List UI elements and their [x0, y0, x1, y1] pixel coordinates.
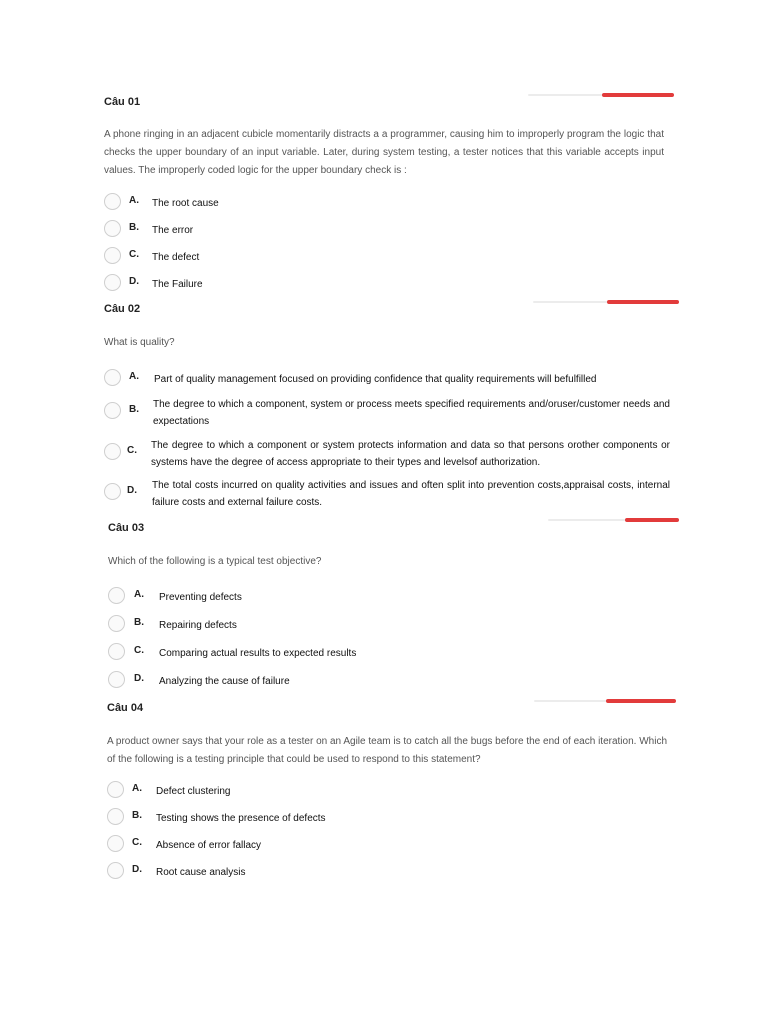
option-letter: B.	[134, 617, 144, 628]
radio-button[interactable]	[104, 443, 121, 460]
option-d[interactable]	[104, 274, 664, 294]
option-letter: A.	[134, 589, 144, 600]
question-progress-bar	[548, 518, 679, 522]
option-c[interactable]	[104, 440, 670, 468]
question-title: Câu 01	[104, 96, 141, 108]
option-letter: D.	[134, 673, 144, 684]
radio-button[interactable]	[107, 808, 124, 825]
option-letter: C.	[129, 249, 139, 260]
option-text: The degree to which a component, system or process meets specified requirements and/oruser/customer needs and expectations	[153, 399, 670, 427]
option-a[interactable]	[107, 781, 667, 801]
option-a[interactable]	[104, 369, 670, 389]
radio-button[interactable]	[108, 643, 125, 660]
option-a[interactable]	[108, 587, 668, 607]
option-letter: C.	[127, 445, 137, 456]
option-text: Repairing defects	[159, 620, 237, 631]
question-text: Which of the following is a typical test objective?	[108, 556, 322, 567]
option-text: The total costs incurred on quality activities and issues and often split into prevention costs,appraisal costs, internal failure costs and external failure costs.	[152, 480, 670, 508]
radio-button[interactable]	[107, 862, 124, 879]
option-a[interactable]	[104, 193, 664, 213]
radio-button[interactable]	[104, 402, 121, 419]
option-letter: D.	[132, 864, 142, 875]
option-text: The Failure	[152, 279, 203, 290]
question-title: Câu 04	[107, 702, 144, 714]
radio-button[interactable]	[104, 483, 121, 500]
radio-button[interactable]	[108, 587, 125, 604]
option-letter: B.	[132, 810, 142, 821]
option-letter: B.	[129, 404, 139, 415]
option-letter: A.	[129, 195, 139, 206]
option-text: Testing shows the presence of defects	[156, 813, 326, 824]
question-title: Câu 02	[104, 303, 141, 315]
option-b[interactable]	[104, 399, 670, 427]
radio-button[interactable]	[104, 247, 121, 264]
question-progress-bar	[533, 300, 679, 304]
option-d[interactable]	[104, 480, 670, 508]
radio-button[interactable]	[104, 193, 121, 210]
option-d[interactable]	[108, 671, 668, 691]
radio-button[interactable]	[107, 835, 124, 852]
option-text: Absence of error fallacy	[156, 840, 262, 851]
option-letter: D.	[127, 485, 137, 496]
question-text: What is quality?	[104, 337, 175, 348]
radio-button[interactable]	[104, 369, 121, 386]
option-b[interactable]	[108, 615, 668, 635]
option-text: Comparing actual results to expected results	[159, 648, 357, 659]
question-text: A product owner says that your role as a tester on an Agile team is to catch all the bugs before the end of each iteration. Which of the following is a testing principle that could be used to respond to this statement?	[107, 736, 667, 765]
option-text: Part of quality management focused on providing confidence that quality requirements will befulfilled	[154, 374, 597, 385]
radio-button[interactable]	[108, 615, 125, 632]
option-letter: C.	[132, 837, 142, 848]
question-title: Câu 03	[108, 522, 145, 534]
option-b[interactable]	[107, 808, 667, 828]
option-text: The defect	[152, 252, 200, 263]
radio-button[interactable]	[104, 220, 121, 237]
option-text: Root cause analysis	[156, 867, 246, 878]
option-text: Preventing defects	[159, 592, 242, 603]
option-letter: A.	[132, 783, 142, 794]
option-letter: C.	[134, 645, 144, 656]
option-text: The degree to which a component or system protects information and data so that persons orother components or systems have the degree of access appropriate to their types and levelsof authorization.	[151, 440, 670, 468]
option-letter: B.	[129, 222, 139, 233]
question-text: A phone ringing in an adjacent cubicle momentarily distracts a a programmer, causing him to improperly program the logic that checks the upper boundary of an input variable. Later, during system testing, a tester notices that this variable accepts input values. The improperly coded logic for the upper boundary check is :	[104, 129, 664, 176]
option-c[interactable]	[107, 835, 667, 855]
radio-button[interactable]	[108, 671, 125, 688]
option-b[interactable]	[104, 220, 664, 240]
option-letter: D.	[129, 276, 139, 287]
option-text: The root cause	[152, 198, 219, 209]
option-c[interactable]	[108, 643, 668, 663]
question-progress-bar	[534, 699, 676, 703]
radio-button[interactable]	[107, 781, 124, 798]
radio-button[interactable]	[104, 274, 121, 291]
option-text: The error	[152, 225, 194, 236]
option-c[interactable]	[104, 247, 664, 267]
option-letter: A.	[129, 371, 139, 382]
question-progress-bar	[528, 93, 674, 97]
option-d[interactable]	[107, 862, 667, 882]
option-text: Defect clustering	[156, 786, 231, 797]
option-text: Analyzing the cause of failure	[159, 676, 290, 687]
